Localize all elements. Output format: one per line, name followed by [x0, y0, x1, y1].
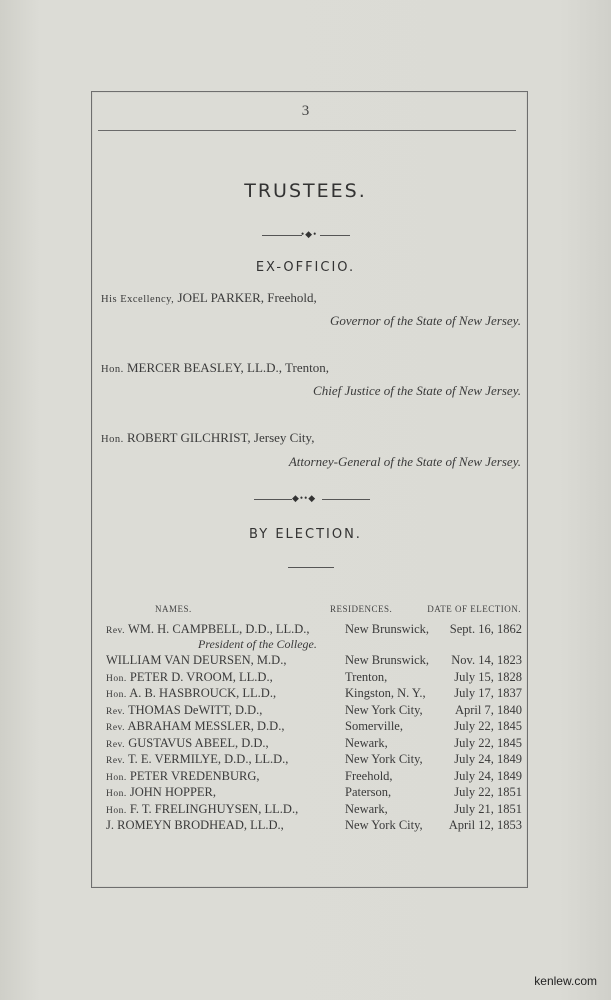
title-prefix: Rev. [106, 756, 126, 766]
trustee-name: JOEL PARKER, Freehold, [177, 290, 317, 305]
trustee-name: J. ROMEYN BRODHEAD, LL.D., [106, 818, 284, 832]
ornament-dots-icon: •◆• [301, 229, 318, 239]
residence: New York City, [345, 752, 423, 766]
ex-officio-entry-3 [101, 430, 314, 446]
election-date: April 12, 1853 [448, 818, 522, 832]
ex-officio-entry-1 [101, 290, 317, 306]
title-prefix: Hon. [106, 805, 127, 816]
residence: Newark, [345, 735, 388, 750]
ex-officio-office-2: Chief Justice of the State of New Jersey. [313, 383, 521, 398]
column-residences: RESIDENCES. [330, 604, 393, 614]
election-date: July 21, 1851 [454, 801, 522, 816]
election-date: July 15, 1828 [454, 669, 522, 684]
ex-officio-office-3: Attorney-General of the State of New Jersey. [288, 454, 521, 469]
trustee-name: WILLIAM VAN DEURSEN, M.D., [106, 653, 287, 667]
residence: Kingston, N. Y., [345, 686, 426, 700]
residence: Freehold, [345, 768, 393, 783]
watermark: kenlew.com [534, 974, 597, 988]
title-prefix: Rev. [106, 626, 126, 636]
by-election-heading: BY ELECTION. [249, 527, 362, 542]
title-prefix: Hon. [106, 789, 127, 799]
table-row [0, 653, 611, 669]
table-row [0, 703, 611, 719]
election-date: July 24, 1849 [454, 752, 522, 766]
trustee-name: F. T. FRELINGHUYSEN, LL.D., [129, 801, 299, 816]
title-prefix: Rev. [106, 706, 126, 717]
election-date: July 22, 1845 [454, 735, 522, 750]
table-row [0, 719, 611, 735]
table-row [0, 769, 611, 785]
trustee-name: ROBERT GILCHRIST, Jersey City, [126, 430, 315, 445]
residence: Newark, [345, 801, 388, 816]
trustee-name: PETER D. VROOM, LL.D., [129, 669, 273, 684]
residence: Paterson, [345, 785, 392, 799]
ex-officio-entry-2 [101, 360, 329, 376]
president-note: President of the College. [198, 637, 317, 651]
residence: New Brunswick, [345, 622, 430, 636]
title-prefix: Hon. [106, 772, 127, 783]
ex-officio-office-1: Governor of the State of New Jersey. [330, 313, 521, 328]
title-prefix: Hon. [101, 364, 124, 375]
table-row [0, 686, 611, 702]
election-date: April 7, 1840 [454, 702, 522, 717]
ornament-right-line [320, 235, 350, 236]
table-row [0, 785, 611, 801]
title-prefix: Rev. [106, 739, 126, 750]
ornament2-dots-icon: ◆••◆ [292, 493, 317, 503]
trustee-name: THOMAS DeWITT, D.D., [127, 702, 263, 717]
trustee-name: A. B. HASBROUCK, LL.D., [129, 686, 277, 700]
section-rule [288, 567, 334, 568]
trustee-name: T. E. VERMILYE, D.D., LL.D., [127, 752, 289, 766]
ornament2-left-line [254, 499, 292, 500]
election-date: Nov. 14, 1823 [451, 653, 522, 667]
trustee-name: GUSTAVUS ABEEL, D.D., [128, 735, 269, 750]
column-date: DATE OF ELECTION. [427, 604, 521, 614]
title-prefix: Hon. [106, 690, 127, 700]
page-number: 3 [301, 103, 310, 119]
ornament-left-line [262, 235, 302, 236]
trustee-name: JOHN HOPPER, [129, 785, 217, 799]
header-rule [98, 130, 516, 131]
title-prefix: Rev. [106, 723, 126, 733]
election-date: July 22, 1851 [454, 785, 522, 799]
table-row [0, 622, 611, 638]
table-row [0, 802, 611, 818]
table-row [0, 736, 611, 752]
table-row [0, 818, 611, 834]
trustee-name: ABRAHAM MESSLER, D.D., [127, 719, 285, 733]
trustee-name: MERCER BEASLEY, LL.D., Trenton, [126, 360, 329, 375]
ex-officio-heading: EX-OFFICIO. [255, 260, 356, 275]
column-names: NAMES. [155, 604, 192, 614]
residence: Trenton, [345, 669, 388, 684]
residence: Somerville, [345, 719, 403, 733]
trustee-name: WM. H. CAMPBELL, D.D., LL.D., [127, 622, 310, 636]
residence: New Brunswick, [345, 653, 430, 667]
title-prefix: Hon. [101, 434, 124, 445]
residence: New York City, [345, 702, 423, 717]
election-date: July 22, 1845 [454, 719, 522, 733]
election-date: July 24, 1849 [454, 768, 522, 783]
page-title: TRUSTEES. [244, 180, 367, 202]
election-date: Sept. 16, 1862 [449, 622, 522, 636]
table-row [0, 752, 611, 768]
election-date: July 17, 1837 [454, 686, 522, 700]
title-prefix: His Excellency, [101, 294, 175, 305]
residence: New York City, [345, 818, 423, 832]
table-row [0, 670, 611, 686]
ornament2-right-line [322, 499, 370, 500]
trustee-name: PETER VREDENBURG, [129, 768, 260, 783]
title-prefix: Hon. [106, 673, 127, 684]
